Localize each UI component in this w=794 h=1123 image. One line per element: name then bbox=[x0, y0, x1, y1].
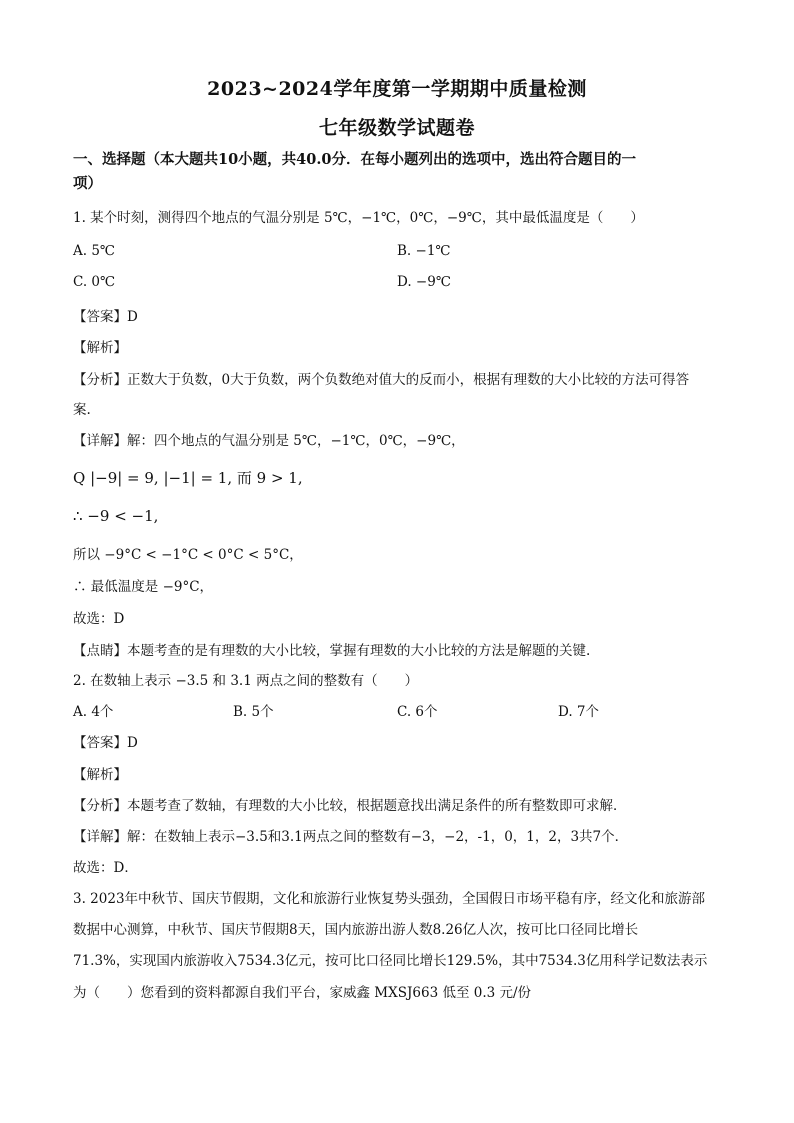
q1-step-1: Q |−9| = 9, |−1| = 1, 而 9 > 1, bbox=[73, 469, 303, 487]
q1-option-d: D. −9℃ bbox=[397, 274, 451, 290]
q1-fenxi: 【分析】正数大于负数，0大于负数，两个负数绝对值大的反而小，根据有理数的大小比较的方法可得答 bbox=[73, 372, 690, 388]
q2-fenxi: 【分析】本题考查了数轴，有理数的大小比较，根据题意找出满足条件的所有整数即可求解． bbox=[73, 798, 627, 814]
q2-xiangjie: 【详解】解：在数轴上表示−3.5和3.1两点之间的整数有−3，−2，-1，0，1，2，3共7个． bbox=[73, 829, 629, 845]
section-heading-cont: 项） bbox=[73, 175, 102, 192]
q1-step-4: ∴ 最低温度是 −9°C， bbox=[73, 579, 214, 595]
q3-stem-line-1: 3. 2023年中秋节、国庆节假期，文化和旅游行业恢复势头强劲，全国假日市场平稳有序，经文化和旅游部 bbox=[73, 891, 706, 907]
q3-stem-line-3: 71.3%，实现国内旅游收入7534.3亿元，按可比口径同比增长129.5%，其中7534.3亿用科学记数法表示 bbox=[73, 953, 708, 969]
q1-analysis-label: 【解析】 bbox=[73, 340, 127, 356]
exam-title: 2023~2024学年度第一学期期中质量检测 bbox=[207, 78, 587, 100]
q1-answer: 【答案】D bbox=[73, 309, 138, 325]
q3-stem-line-2: 数据中心测算，中秋节、国庆节假期8天，国内旅游出游人数8.26亿人次，按可比口径同比增长 bbox=[73, 922, 639, 938]
q2-option-d: D. 7个 bbox=[558, 704, 600, 720]
exam-subtitle: 七年级数学试题卷 bbox=[318, 117, 475, 139]
q1-step-3: 所以 −9°C < −1°C < 0°C < 5°C， bbox=[73, 547, 303, 563]
q1-fenxi-cont: 案. bbox=[73, 402, 91, 418]
section-heading: 一、选择题（本大题共10小题，共40.0分．在每小题列出的选项中，选出符合题目的一 bbox=[73, 151, 636, 168]
q2-option-a: A. 4个 bbox=[73, 704, 114, 720]
q1-xiangjie: 【详解】解：四个地点的气温分别是 5℃，−1℃，0℃，−9℃， bbox=[73, 433, 465, 449]
q1-dianjing: 【点睛】本题考查的是有理数的大小比较，掌握有理数的大小比较的方法是解题的关键. bbox=[73, 643, 591, 659]
q1-step-2: ∴ −9 < −1, bbox=[73, 507, 159, 525]
q2-option-b: B. 5个 bbox=[233, 704, 274, 720]
q3-stem-line-4: 为（ ）您看到的资料都源自我们平台，家威鑫 MXSJ663 低至 0.3 元/份 bbox=[73, 985, 532, 1001]
q1-guxuan: 故选：D bbox=[73, 611, 125, 627]
q2-answer: 【答案】D bbox=[73, 735, 138, 751]
q2-guxuan: 故选：D． bbox=[73, 860, 138, 876]
q1-option-b: B. −1℃ bbox=[397, 243, 451, 259]
q1-option-a: A. 5℃ bbox=[73, 243, 116, 259]
q2-stem: 2. 在数轴上表示 −3.5 和 3.1 两点之间的整数有（ ） bbox=[73, 673, 419, 689]
q1-stem: 1. 某个时刻，测得四个地点的气温分别是 5℃，−1℃，0℃，−9℃，其中最低温度是（ ） bbox=[73, 210, 644, 226]
q2-analysis-label: 【解析】 bbox=[73, 767, 127, 783]
q1-option-c: C. 0℃ bbox=[73, 274, 116, 290]
q2-option-c: C. 6个 bbox=[397, 704, 438, 720]
